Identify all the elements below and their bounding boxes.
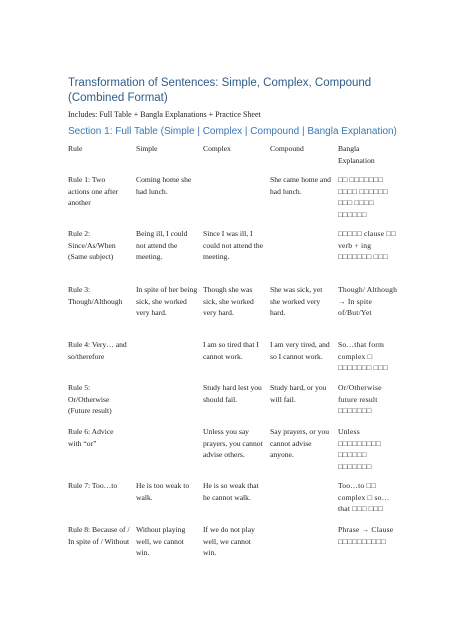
table-cell-rule: Rule 7: Too…to	[68, 481, 118, 490]
column-header-simple: Simple	[136, 144, 158, 153]
table-cell-complex: I am so tired that I cannot work.	[203, 340, 259, 361]
table-cell-bangla: So…that form complex □ □□□□□□□ □□□	[338, 340, 388, 372]
table-cell-rule: Rule 8: Because of / In spite of / Without	[68, 525, 130, 546]
table-cell-bangla: Or/Otherwise future result □□□□□□□	[338, 383, 382, 415]
section-heading: Section 1: Full Table (Simple | Complex | Compound | Bangla Explanation)	[68, 126, 397, 137]
table-cell-bangla: □□□□□ clause □□ verb + ing □□□□□□□ □□□	[338, 229, 396, 261]
table-cell-compound: Study hard, or you will fail.	[270, 383, 327, 404]
table-cell-compound: I am very tired, and so I cannot work.	[270, 340, 330, 361]
table-cell-compound: Say prayers, or you cannot advise anyone.	[270, 427, 330, 459]
table-cell-rule: Rule 3: Though/Although	[68, 285, 123, 306]
column-header-bangla-explanation: Bangla Explanation	[338, 144, 375, 165]
table-cell-complex: Though she was sick, she worked very hard.	[203, 285, 254, 317]
table-cell-rule: Rule 5: Or/Otherwise (Future result)	[68, 383, 112, 415]
table-cell-complex: Since I was ill, I could not attend the meeting.	[203, 229, 264, 261]
table-cell-bangla: Phrase → Clause □□□□□□□□□□	[338, 525, 394, 546]
table-cell-complex: If we do not play well, we cannot win.	[203, 525, 255, 557]
table-cell-complex: He is so weak that he cannot walk.	[203, 481, 259, 502]
table-cell-bangla: Too…to □□ complex □ so… that □□□ □□□	[338, 481, 390, 513]
column-header-complex: Complex	[203, 144, 231, 153]
document-title: Transformation of Sentences: Simple, Complex, Compound (Combined Format)	[68, 77, 372, 104]
table-cell-simple: Coming home she had lunch.	[136, 175, 192, 196]
table-cell-rule: Rule 1: Two actions one after another	[68, 175, 119, 207]
column-header-rule: Rule	[68, 144, 83, 153]
table-cell-rule: Rule 4: Very… and so/therefore	[68, 340, 127, 361]
table-cell-simple: Without playing well, we cannot win.	[136, 525, 186, 557]
table-cell-simple: Being ill, I could not attend the meeting.	[136, 229, 188, 261]
table-cell-compound: She came home and had lunch.	[270, 175, 331, 196]
table-cell-bangla: □□ □□□□□□□ □□□□ □□□□□□ □□□ □□□□ □□□□□□	[338, 175, 388, 219]
table-cell-bangla: Unless □□□□□□□□□ □□□□□□ □□□□□□□	[338, 427, 382, 471]
column-header-compound: Compound	[270, 144, 304, 153]
table-cell-complex: Unless you say prayers, you cannot advise others.	[203, 427, 263, 459]
document-subtitle: Includes: Full Table + Bangla Explanations + Practice Sheet	[68, 110, 261, 119]
table-cell-simple: He is too weak to walk.	[136, 481, 190, 502]
table-cell-rule: Rule 6: Advice with “or”	[68, 427, 114, 448]
table-cell-complex: Study hard lest you should fail.	[203, 383, 262, 404]
table-cell-rule: Rule 2: Since/As/When (Same subject)	[68, 229, 116, 261]
table-cell-compound: She was sick, yet she worked very hard.	[270, 285, 323, 317]
table-cell-bangla: Though/ Although → In spite of/But/Yet	[338, 285, 398, 317]
table-cell-simple: In spite of her being sick, she worked very hard.	[136, 285, 198, 317]
